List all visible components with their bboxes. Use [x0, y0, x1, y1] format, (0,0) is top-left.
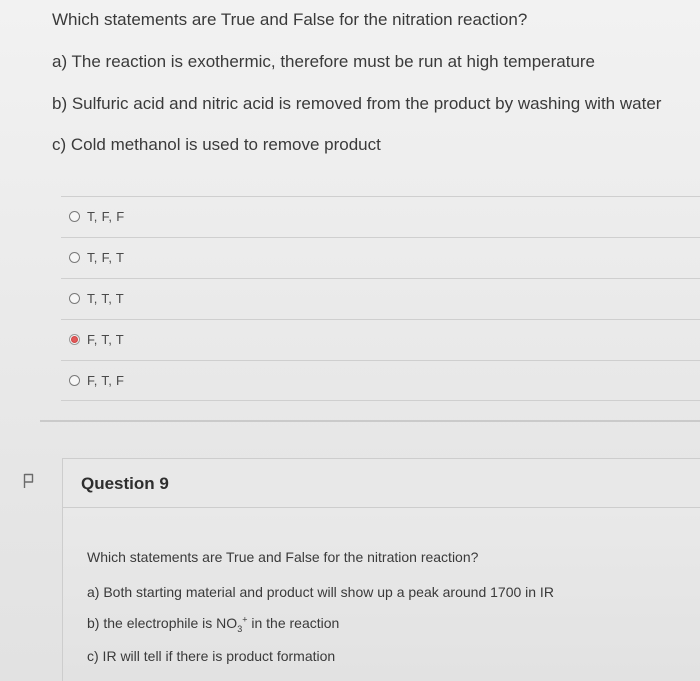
- question-8-panel: [40, 0, 700, 422]
- radio-button-icon[interactable]: [69, 293, 80, 304]
- question-9-body: [62, 508, 700, 681]
- question-9-prompt: Which statements are True and False for the nitration reaction?: [87, 549, 479, 565]
- answer-option-label: T, T, T: [87, 291, 125, 306]
- radio-button-selected-icon[interactable]: [69, 334, 80, 345]
- answer-option-label: T, F, F: [87, 209, 125, 224]
- answer-option-1[interactable]: [61, 196, 700, 237]
- answer-option-label: F, T, F: [87, 373, 125, 388]
- answer-option-5[interactable]: [61, 360, 700, 401]
- flag-outline-icon[interactable]: [23, 473, 35, 489]
- question-9-statement-b: [87, 614, 340, 634]
- question-9-statement-c: c) IR will tell if there is product formation: [87, 648, 336, 664]
- radio-button-icon[interactable]: [69, 211, 80, 222]
- question-9-header: [62, 458, 700, 508]
- superscript-plus: +: [242, 614, 248, 625]
- question-8-statement-a: a) The reaction is exothermic, therefore must be run at high temperature: [52, 52, 596, 71]
- question-8-prompt: Which statements are True and False for the nitration reaction?: [52, 10, 528, 29]
- radio-button-icon[interactable]: [69, 375, 80, 386]
- answer-options: [61, 196, 700, 401]
- answer-option-2[interactable]: [61, 237, 700, 278]
- question-8-divider: [40, 420, 700, 422]
- radio-button-icon[interactable]: [69, 252, 80, 263]
- question-8-statement-c: c) Cold methanol is used to remove product: [52, 135, 381, 154]
- question-9-statement-a: a) Both starting material and product will show up a peak around 1700 in IR: [87, 584, 554, 600]
- answer-option-label: F, T, T: [87, 332, 125, 347]
- question-8-statement-b: b) Sulfuric acid and nitric acid is removed from the product by washing with water: [52, 94, 662, 113]
- subscript-three: 3: [237, 623, 243, 634]
- answer-option-4-selected[interactable]: [61, 319, 700, 360]
- answer-option-3[interactable]: [61, 278, 700, 319]
- question-9-title: Question 9: [81, 474, 169, 493]
- statement-b-text: b) the electrophile is NO: [87, 615, 238, 631]
- answer-option-label: T, F, T: [87, 250, 125, 265]
- statement-b-suffix: in the reaction: [247, 615, 340, 631]
